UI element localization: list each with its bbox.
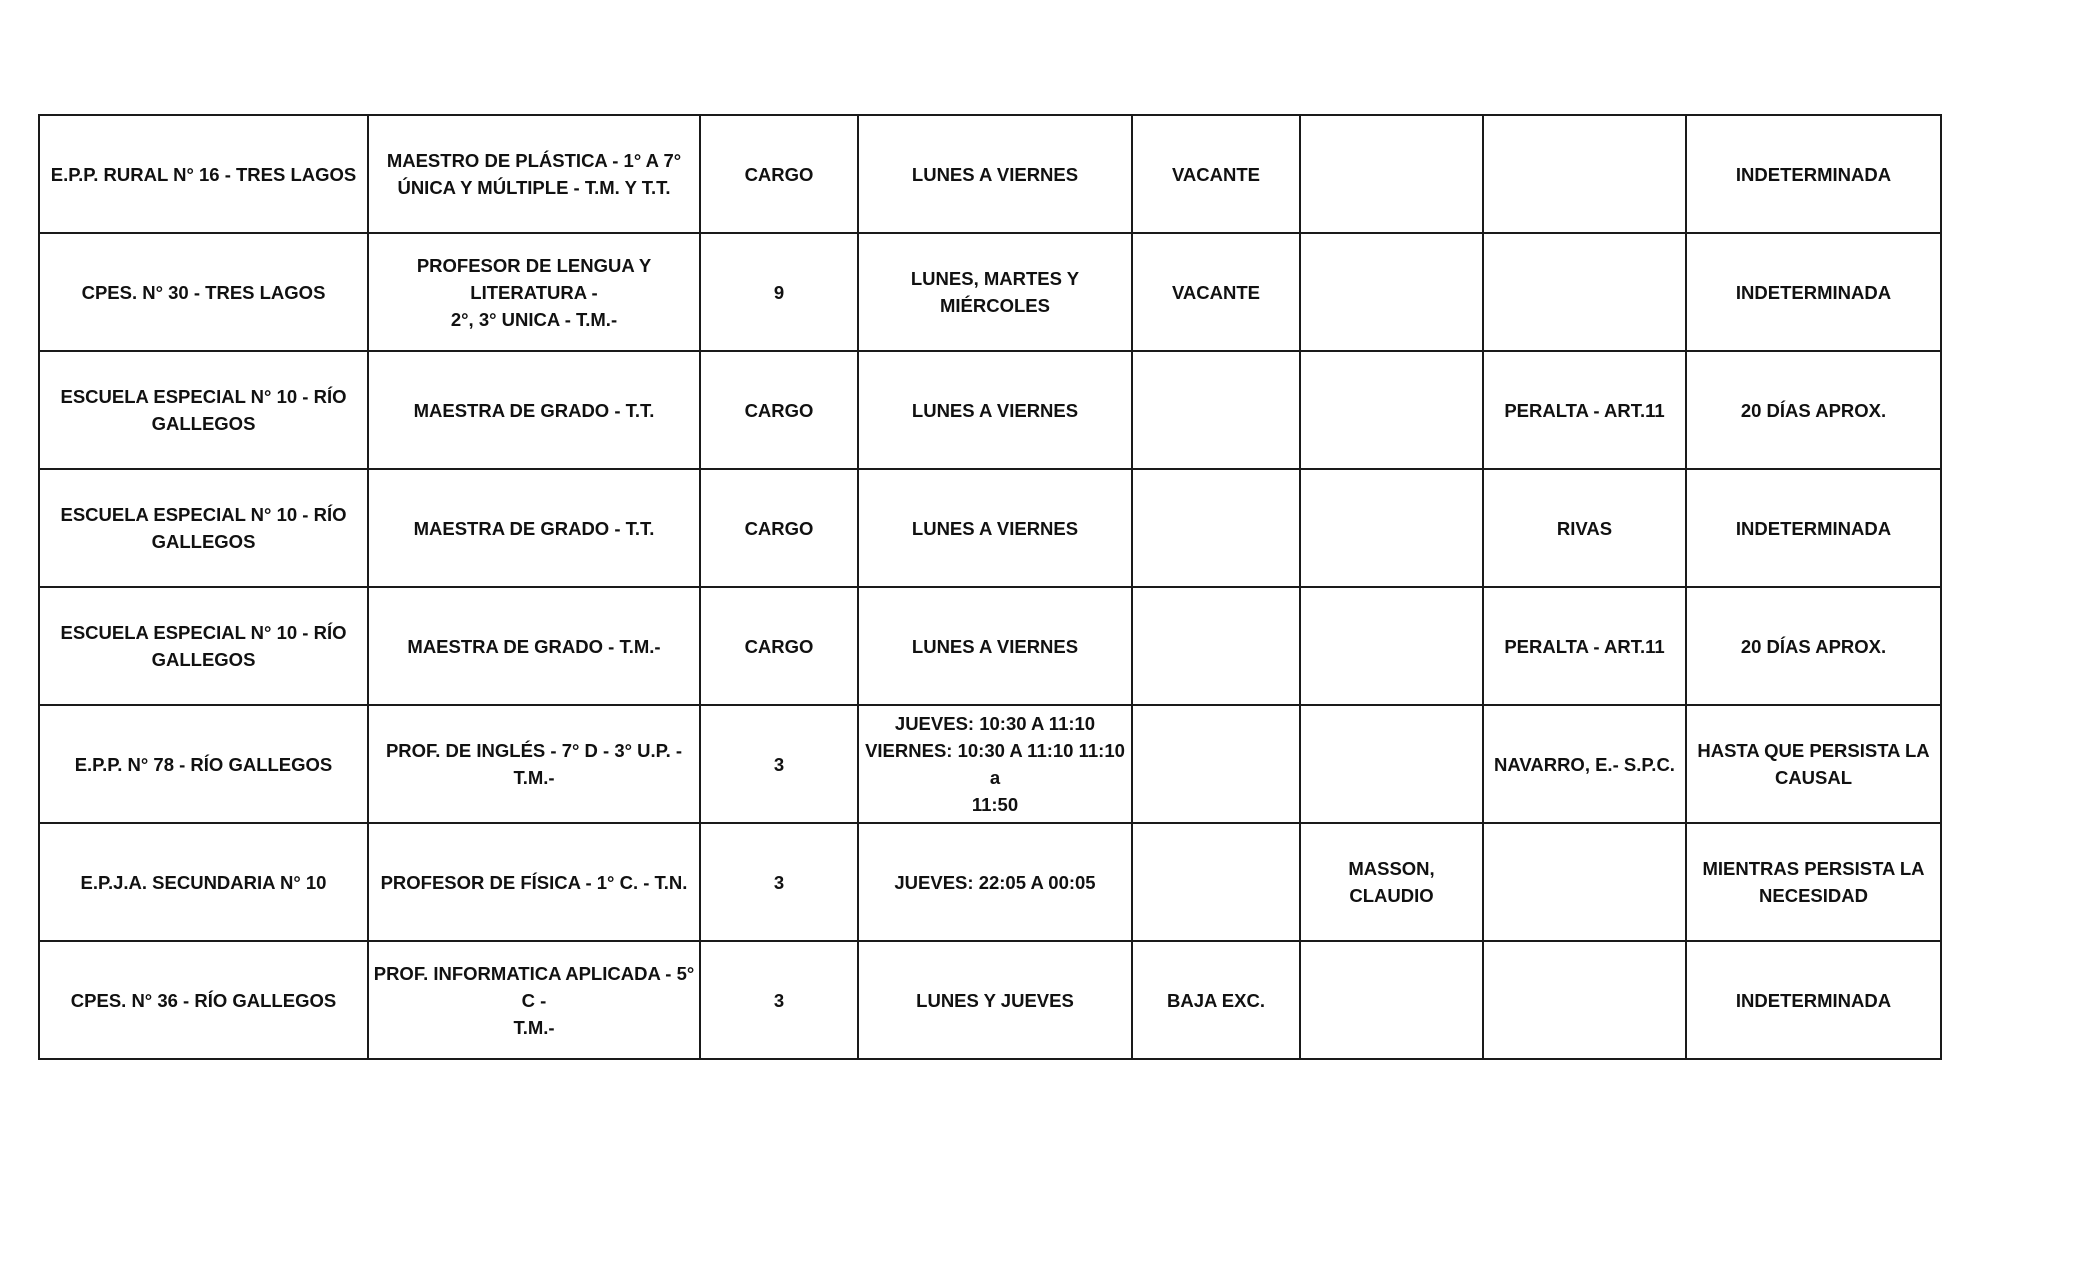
duration-cell: INDETERMINADA [1686, 115, 1941, 233]
schedule-cell: LUNES A VIERNES [858, 587, 1132, 705]
position-cell: MAESTRA DE GRADO - T.T. [368, 351, 700, 469]
status-cell [1132, 351, 1300, 469]
schedule-cell: LUNES Y JUEVES [858, 941, 1132, 1059]
hours-cell: CARGO [700, 469, 858, 587]
duration-cell: 20 DÍAS APROX. [1686, 587, 1941, 705]
replacement-cell [1300, 941, 1483, 1059]
position-cell: MAESTRA DE GRADO - T.M.- [368, 587, 700, 705]
hours-cell: 3 [700, 823, 858, 941]
status-cell [1132, 469, 1300, 587]
table-row [39, 705, 1941, 823]
replacement-cell [1300, 705, 1483, 823]
schedule-cell: LUNES A VIERNES [858, 351, 1132, 469]
holder-cell: RIVAS [1483, 469, 1686, 587]
hours-cell: 9 [700, 233, 858, 351]
duration-cell: HASTA QUE PERSISTA LA CAUSAL [1686, 705, 1941, 823]
replacement-cell [1300, 469, 1483, 587]
school-cell: E.P.P. N° 78 - RÍO GALLEGOS [39, 705, 368, 823]
replacement-cell [1300, 351, 1483, 469]
hours-cell: 3 [700, 941, 858, 1059]
status-cell: VACANTE [1132, 115, 1300, 233]
hours-cell: CARGO [700, 587, 858, 705]
table-row [39, 823, 1941, 941]
status-cell [1132, 705, 1300, 823]
status-cell: BAJA EXC. [1132, 941, 1300, 1059]
vacancies-table [38, 114, 1942, 1060]
holder-cell [1483, 115, 1686, 233]
holder-cell [1483, 823, 1686, 941]
holder-cell: NAVARRO, E.- S.P.C. [1483, 705, 1686, 823]
school-cell: ESCUELA ESPECIAL N° 10 - RÍO GALLEGOS [39, 351, 368, 469]
hours-cell: 3 [700, 705, 858, 823]
table-row [39, 351, 1941, 469]
table-row [39, 587, 1941, 705]
position-cell: MAESTRA DE GRADO - T.T. [368, 469, 700, 587]
duration-cell: INDETERMINADA [1686, 941, 1941, 1059]
replacement-cell: MASSON, CLAUDIO [1300, 823, 1483, 941]
school-cell: CPES. N° 36 - RÍO GALLEGOS [39, 941, 368, 1059]
duration-cell: MIENTRAS PERSISTA LA NECESIDAD [1686, 823, 1941, 941]
position-cell: MAESTRO DE PLÁSTICA - 1° A 7° ÚNICA Y MÚLTIPLE - T.M. Y T.T. [368, 115, 700, 233]
holder-cell [1483, 941, 1686, 1059]
replacement-cell [1300, 233, 1483, 351]
schedule-cell: LUNES A VIERNES [858, 115, 1132, 233]
school-cell: ESCUELA ESPECIAL N° 10 - RÍO GALLEGOS [39, 587, 368, 705]
schedule-cell: JUEVES: 22:05 A 00:05 [858, 823, 1132, 941]
school-cell: CPES. N° 30 - TRES LAGOS [39, 233, 368, 351]
position-cell: PROF. INFORMATICA APLICADA - 5° C - T.M.- [368, 941, 700, 1059]
status-cell [1132, 587, 1300, 705]
status-cell: VACANTE [1132, 233, 1300, 351]
table-row [39, 941, 1941, 1059]
schedule-cell: JUEVES: 10:30 A 11:10 VIERNES: 10:30 A 11:10 11:10 a 11:50 [858, 705, 1132, 823]
school-cell: E.P.J.A. SECUNDARIA N° 10 [39, 823, 368, 941]
school-cell: E.P.P. RURAL N° 16 - TRES LAGOS [39, 115, 368, 233]
duration-cell: INDETERMINADA [1686, 469, 1941, 587]
school-cell: ESCUELA ESPECIAL N° 10 - RÍO GALLEGOS [39, 469, 368, 587]
position-cell: PROFESOR DE FÍSICA - 1° C. - T.N. [368, 823, 700, 941]
replacement-cell [1300, 115, 1483, 233]
holder-cell: PERALTA - ART.11 [1483, 587, 1686, 705]
holder-cell: PERALTA - ART.11 [1483, 351, 1686, 469]
table-row [39, 233, 1941, 351]
table-row [39, 115, 1941, 233]
hours-cell: CARGO [700, 115, 858, 233]
status-cell [1132, 823, 1300, 941]
duration-cell: INDETERMINADA [1686, 233, 1941, 351]
position-cell: PROFESOR DE LENGUA Y LITERATURA - 2°, 3° UNICA - T.M.- [368, 233, 700, 351]
schedule-cell: LUNES, MARTES Y MIÉRCOLES [858, 233, 1132, 351]
holder-cell [1483, 233, 1686, 351]
replacement-cell [1300, 587, 1483, 705]
schedule-cell: LUNES A VIERNES [858, 469, 1132, 587]
position-cell: PROF. DE INGLÉS - 7° D - 3° U.P. - T.M.- [368, 705, 700, 823]
duration-cell: 20 DÍAS APROX. [1686, 351, 1941, 469]
hours-cell: CARGO [700, 351, 858, 469]
table-row [39, 469, 1941, 587]
